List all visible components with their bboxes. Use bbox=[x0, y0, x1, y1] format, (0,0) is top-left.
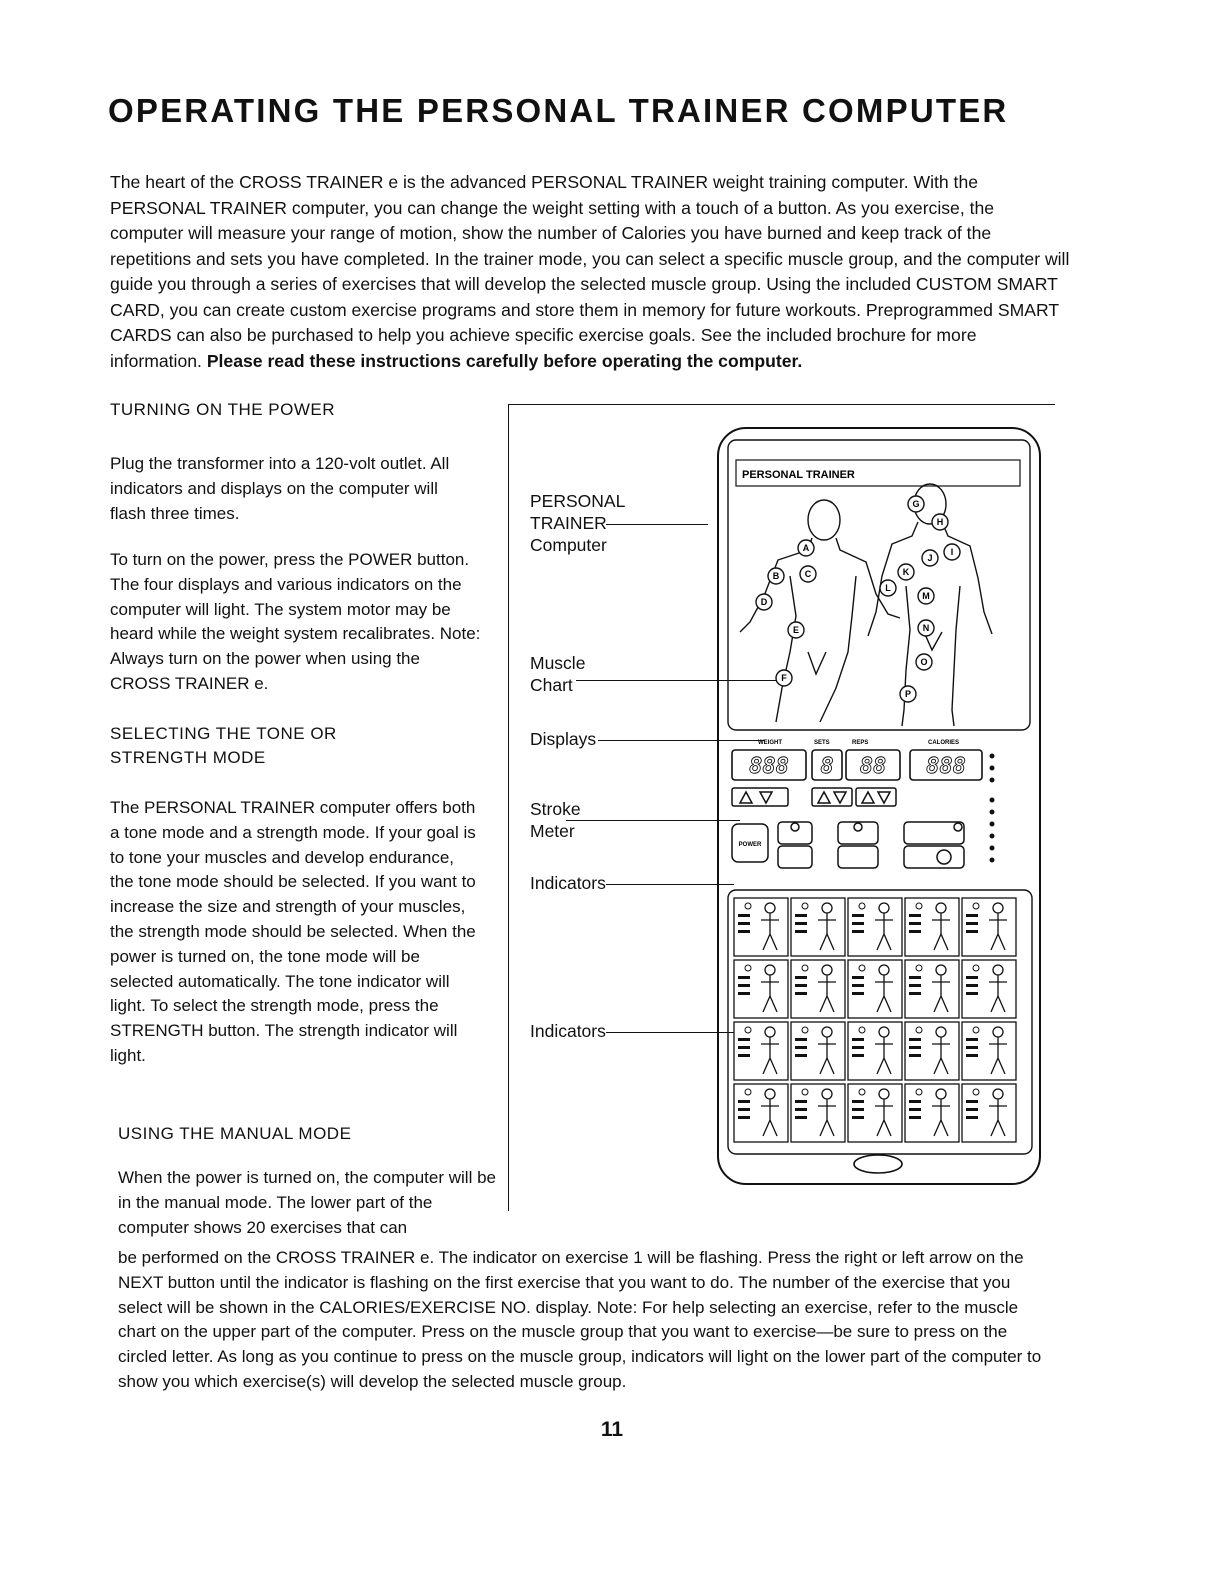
exercise-cell[interactable] bbox=[734, 1022, 788, 1080]
digits-sets: 8 bbox=[820, 754, 834, 779]
muscle-e-icon[interactable] bbox=[788, 622, 804, 638]
svg-text:H: H bbox=[936, 517, 944, 527]
svg-text:I: I bbox=[950, 547, 954, 557]
exercise-cell[interactable] bbox=[791, 960, 845, 1018]
digits-weight: 888 bbox=[749, 754, 789, 779]
muscle-d-icon[interactable] bbox=[756, 594, 772, 610]
header-reps: REPS bbox=[852, 740, 869, 746]
exercise-grid bbox=[734, 898, 1016, 1142]
exercise-cell[interactable] bbox=[848, 1022, 902, 1080]
muscle-a-icon[interactable] bbox=[798, 540, 814, 556]
leader-indicators-1 bbox=[606, 884, 734, 885]
exercise-cell[interactable] bbox=[905, 960, 959, 1018]
header-calories: CALORIES bbox=[928, 740, 960, 746]
exercise-cell[interactable] bbox=[791, 898, 845, 956]
exercise-cell[interactable] bbox=[791, 1022, 845, 1080]
power-p1: Plug the transformer into a 120-volt outlet. All indicators and displays on the computer will flash three times. bbox=[110, 454, 450, 523]
svg-text:A: A bbox=[802, 543, 810, 553]
muscle-m-icon[interactable] bbox=[918, 588, 934, 604]
exercise-cell[interactable] bbox=[962, 1084, 1016, 1142]
exercise-cell[interactable] bbox=[848, 1084, 902, 1142]
exercise-cell[interactable] bbox=[905, 1084, 959, 1142]
strength-button[interactable] bbox=[778, 846, 812, 868]
label-muscle-chart: Muscle Chart bbox=[530, 653, 586, 695]
svg-text:E: E bbox=[792, 625, 800, 635]
digits-calories: 888 bbox=[926, 754, 966, 779]
intro-text: The heart of the CROSS TRAINER e is the advanced PERSONAL TRAINER weight training computer. With the PERSONAL TRAINER computer, you can change the weight setting with a touch of a button. As you exercise, the computer will measure your range of motion, show the number of Calories you have burned and keep track of the repetitions and sets you have completed. In the trainer mode, you can select a specific muscle group, and the computer will guide you through a series of exercises that will develop the selected muscle group. Using the included CUSTOM SMART CARD, you can create custom exercise programs and store them in memory for future workouts. Preprogrammed SMART CARDS can also be purchased to help you achieve specific exercise goals. See the included brochure for more information. bbox=[110, 172, 1070, 371]
svg-text:G: G bbox=[912, 499, 920, 509]
header-sets: SETS bbox=[814, 740, 830, 746]
heading-power: TURNING ON THE POWER bbox=[110, 400, 336, 419]
intro-emphasis: Please read these instructions carefully before operating the computer. bbox=[206, 350, 803, 371]
label-indicators-1: Indicators bbox=[530, 873, 606, 893]
svg-text:O: O bbox=[920, 657, 928, 667]
leader-indicators-2 bbox=[606, 1032, 734, 1033]
muscle-b-icon[interactable] bbox=[768, 568, 784, 584]
muscle-figure-back bbox=[868, 484, 992, 726]
muscle-k-icon[interactable] bbox=[898, 564, 914, 580]
svg-text:J: J bbox=[927, 553, 933, 563]
power-key-label: POWER bbox=[738, 842, 762, 848]
header-weight: WEIGHT bbox=[758, 740, 782, 746]
muscle-i-icon[interactable] bbox=[944, 544, 960, 560]
exercise-cell[interactable] bbox=[962, 898, 1016, 956]
svg-text:P: P bbox=[904, 689, 912, 699]
svg-text:D: D bbox=[760, 597, 768, 607]
power-p2: To turn on the power, press the POWER button. The four displays and various indicators on the computer will light. The system motor may be heard while the weight system recalibrates. Note: Always turn on the power when using the CROSS TRAINER e. bbox=[110, 550, 481, 693]
intro-paragraph bbox=[110, 170, 1070, 374]
svg-text:L: L bbox=[885, 583, 891, 593]
muscle-g-icon[interactable] bbox=[908, 496, 924, 512]
leader-computer bbox=[606, 524, 708, 525]
label-computer: PERSONAL TRAINER Computer bbox=[530, 491, 625, 555]
muscle-f-icon[interactable] bbox=[776, 670, 792, 686]
muscle-n-icon[interactable] bbox=[918, 620, 934, 636]
exercise-cell[interactable] bbox=[848, 960, 902, 1018]
label-indicators-2: Indicators bbox=[530, 1021, 606, 1041]
leader-stroke-meter bbox=[566, 820, 740, 821]
digits-reps: 88 bbox=[859, 754, 887, 779]
exercise-cell[interactable] bbox=[734, 960, 788, 1018]
exercise-cell[interactable] bbox=[734, 1084, 788, 1142]
svg-text:K: K bbox=[902, 567, 910, 577]
exercise-cell[interactable] bbox=[962, 1022, 1016, 1080]
exercise-cell[interactable] bbox=[905, 1022, 959, 1080]
smart-card-slot[interactable] bbox=[854, 1155, 902, 1173]
page-number: 11 bbox=[600, 1418, 624, 1441]
panel-brand: PERSONAL TRAINER bbox=[742, 469, 855, 481]
program-button[interactable] bbox=[838, 846, 878, 868]
svg-text:F: F bbox=[781, 673, 787, 683]
exercise-cell[interactable] bbox=[905, 898, 959, 956]
page-title: OPERATING THE PERSONAL TRAINER COMPUTER bbox=[108, 92, 1009, 129]
next-button[interactable] bbox=[904, 846, 964, 868]
exercise-cell[interactable] bbox=[791, 1084, 845, 1142]
muscle-o-icon[interactable] bbox=[916, 654, 932, 670]
svg-text:B: B bbox=[772, 571, 780, 581]
svg-text:N: N bbox=[922, 623, 930, 633]
mode-indicators bbox=[990, 754, 995, 863]
manual-p2: be performed on the CROSS TRAINER e. The indicator on exercise 1 will be flashing. Press the right or left arrow on the NEXT button until the indicator is flashing on the first exercise that you want to do. The number of the exercise that you select will be shown in the CALORIES/EXERCISE NO. display. Note: For help selecting an exercise, refer to the muscle chart on the upper part of the computer. Press on the muscle group that you want to exercise—be sure to press on the circled letter. As long as you continue to press on the muscle group, indicators will light on the lower part of the computer to show you which exercise(s) will develop the selected muscle group. bbox=[118, 1248, 1042, 1391]
label-stroke-meter: Stroke Meter bbox=[530, 799, 581, 841]
svg-text:C: C bbox=[804, 569, 812, 579]
heading-manual: USING THE MANUAL MODE bbox=[118, 1124, 352, 1143]
exercise-cell[interactable] bbox=[848, 898, 902, 956]
computer-console-illustration bbox=[716, 426, 1042, 1186]
manual-p1: When the power is turned on, the computer will be in the manual mode. The lower part of the computer shows 20 exercises that can bbox=[118, 1168, 496, 1237]
trainer-button[interactable] bbox=[838, 822, 878, 844]
muscle-h-icon[interactable] bbox=[932, 514, 948, 530]
muscle-c-icon[interactable] bbox=[800, 566, 816, 582]
svg-text:M: M bbox=[922, 591, 930, 601]
muscle-p-icon[interactable] bbox=[900, 686, 916, 702]
exercise-cell[interactable] bbox=[734, 898, 788, 956]
next-right-arrow-icon[interactable] bbox=[937, 850, 951, 864]
mode-p1: The PERSONAL TRAINER computer offers both a tone mode and a strength mode. If your goal is to tone your muscles and develop endurance, the tone mode should be selected. If you want to increase the size and strength of your muscles, the strength mode should be selected. When the power is turned on, the tone mode will be selected automatically. The tone indicator will light. To select the strength mode, press the STRENGTH button. The strength indicator will light. bbox=[110, 798, 476, 1065]
muscle-l-icon[interactable] bbox=[880, 580, 896, 596]
label-displays: Displays bbox=[530, 729, 597, 749]
heading-mode: SELECTING THE TONE OR STRENGTH MODE bbox=[110, 724, 337, 767]
tone-button[interactable] bbox=[778, 822, 812, 844]
muscle-j-icon[interactable] bbox=[922, 550, 938, 566]
exercise-cell[interactable] bbox=[962, 960, 1016, 1018]
